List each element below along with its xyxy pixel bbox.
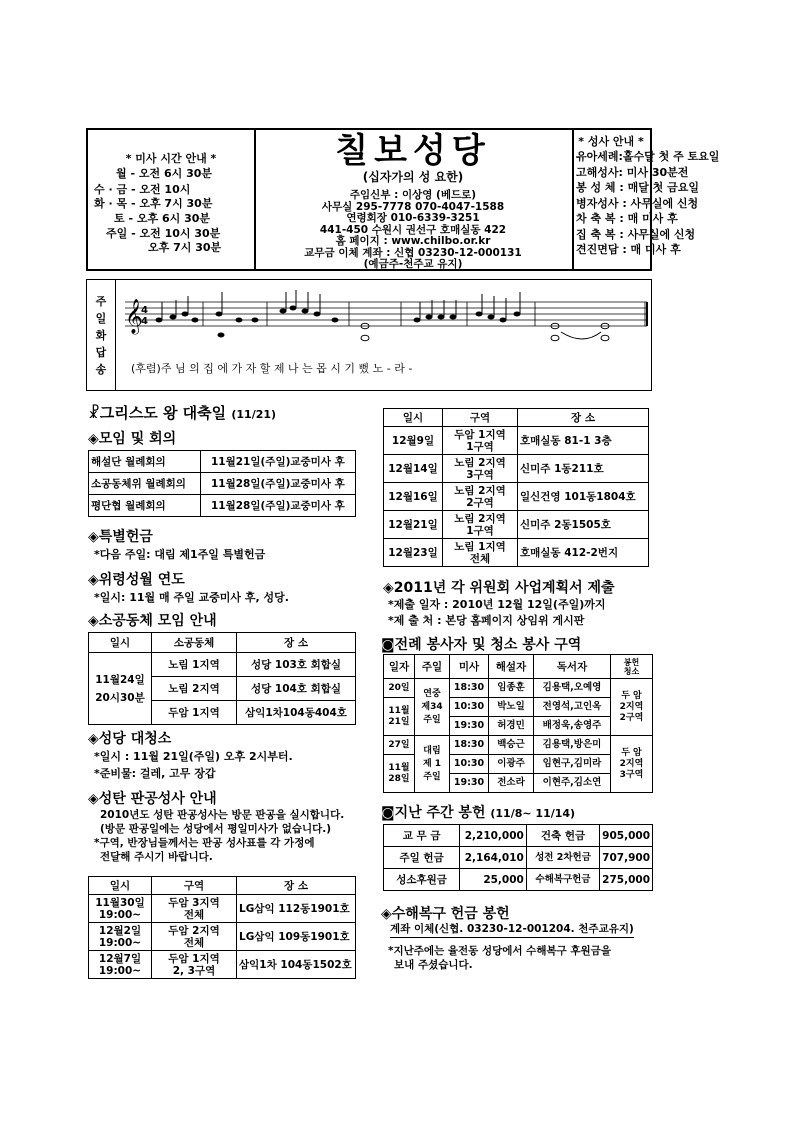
special-offering-title: ◈특별헌금 [88,529,153,545]
svg-text:4: 4 [141,316,148,327]
special-offering-note: *다음 주일: 대림 제1주일 특별헌금 [94,548,266,561]
mass-time: - 오전 10시 [130,183,191,196]
funeral-phone-line: 연령회장 010-6339-3251 [346,212,480,224]
sacrament-row: 집 축 복 : 사무실에 신청 [576,227,696,241]
table-row: 교 무 금 2,210,000 건축 헌금 905,000 [384,825,653,847]
committee-note: *제출 일자 : 2010년 12월 12일(주일)까지 [388,598,606,611]
visit-schedule-table [383,408,649,567]
mass-day: 토 [114,212,125,225]
table-row: 11월30일 19:00~ 두암 3지역 전체 LG삼익 112동1901호 [89,895,356,923]
meetings-table [88,450,356,517]
visit-confession-notes: 2010년도 성탄 판공성사는 방문 판공을 실시합니다. (방문 판공일에는 성당에서 평일미사가 없습니다.) *구역, 반장님들께서는 판공 성사표를 각 가정에 전달해 주시기 바랍니다. [94,809,345,863]
sacraments-title: * 성사 안내 * [578,135,644,148]
liturgy-table [383,654,653,793]
table-header-row: 일시 구역 장 소 [384,409,649,427]
pastor-line: 주임신부 : 이상영 (베드로) [349,189,477,201]
table-row: 20일 연중 제34 주일 18:30 임종훈 김용택,오예영 두 암 2지역 2구역 [384,679,653,698]
mass-day: 화 · 목 [94,197,128,210]
sacrament-row: 유아세례:홀수달 첫 주 토요일 [576,150,720,163]
table-row: 12월16일 노림 2지역 2구역 일신건영 101동1804호 [384,483,649,511]
table-row: 19:30 전소라 이현주,김소연 [384,774,653,793]
homepage-line: 홈 페이지 : www.chilbo.or.kr [335,235,491,247]
church-panel [254,130,574,269]
music-staff [117,280,651,360]
table-row: 해설단 월례회의 11월21일(주일)교중미사 후 [89,451,356,473]
bulletin-header [86,128,720,271]
mass-time: - 오전 10시 30분 [131,227,221,240]
table-row: 27일 대림 제 1 주일 18:30 백승근 김용택,방은미 두 암 2지역 3구역 [384,736,653,755]
table-row: 12월23일 노림 1지역 전체 호매실동 412-2번지 [384,539,649,567]
mass-times-panel [88,130,256,269]
feast-title: ☧그리스도 왕 대축일 (11/21) [88,404,277,422]
table-row: 소공동체위 월례회의 11월28일(주일)교중미사 후 [89,473,356,495]
meetings-title: ◈모임 및 회의 [88,431,177,447]
church-info [254,190,572,271]
address-line: 441-450 수원시 권선구 호매실동 422 [319,223,507,236]
cleaning-note: *준비물: 걸레, 고무 장갑 [94,767,216,780]
mass-times-title: * 미사 시간 안내 * [125,152,217,165]
offering-table [383,824,653,891]
account-line: 교무금 이체 계좌 : 신협 03230-12-000131 [304,246,522,259]
offering-period: (11/8~ 11/14) [490,807,576,820]
mass-day: 월 [116,167,127,180]
account-holder-line: (예금주-천주교 유지) [363,258,463,270]
visit-confession-title: ◈성탄 판공성사 안내 [88,791,217,807]
table-row: 12월21일 노림 2지역 1구역 신미주 2동1505호 [384,511,649,539]
office-phone-line: 사무실 295-7778 070-4047-1588 [321,200,505,213]
committee-note: *제 출 처 : 본당 홈페이지 상임위 게시판 [388,614,585,627]
rosary-title: ◈위령성월 연도 [88,572,185,588]
psalm-label: 주 일 화 답 송 [87,280,116,390]
table-row: 노림 2지역 성당 104호 회합실 [89,677,356,701]
flood-title: ◈수해복구 헌금 봉헌 [381,906,510,922]
table-row: 12월7일 19:00~ 두암 1지역 2, 3구역 삼익1차 104동1502호 [89,951,356,979]
feast-date: (11/21) [231,408,277,421]
table-row: 11월 28일 10:30 이광주 임현구,김미라 [384,755,653,774]
mass-day: 수 · 금 [94,183,128,196]
table-row: 19:30 허경민 배정욱,송영주 [384,717,653,736]
rosary-note: *일시: 11월 매 주일 교중미사 후, 성당. [94,591,289,604]
svg-text:𝄞: 𝄞 [125,299,143,334]
mass-time: - 오전 6시 30분 [130,167,213,180]
visit-confession-table [88,876,356,979]
committee-title: ◈2011년 각 위원회 사업계획서 제출 [383,580,615,596]
flood-account: 계좌 이체(신협. 03230-12-001204. 천주교유지) [390,922,634,938]
sacrament-row: 병자성사 : 사무실에 신청 [576,196,699,210]
mass-time: 오후 7시 30분 [148,241,222,254]
mass-time: - 오후 6시 30분 [128,212,211,225]
svg-text:4: 4 [141,305,148,316]
sacrament-row: 차 축 복 : 매 미사 후 [576,212,678,225]
sacrament-row: 봉 성 체 : 매달 첫 금요일 [576,181,700,194]
cleaning-title: ◈성당 대청소 [88,731,172,747]
flood-notes: *지난주에는 율전동 성당에서 수해복구 후원금을 보내 주셨습니다. [388,945,611,971]
table-row: 12월2일 19:00~ 두암 2지역 전체 LG삼익 109동1901호 [89,923,356,951]
table-row: 12월14일 노림 2지역 3구역 신미주 1동211호 [384,455,649,483]
table-row: 주일 헌금 2,164,010 성전 2차헌금 707,900 [384,847,653,869]
small-community-table [88,632,356,725]
table-row: 평단협 월례회의 11월28일(주일)교중미사 후 [89,495,356,517]
sacraments-panel [572,130,720,269]
table-header-row: 일시 구역 장 소 [89,877,356,895]
small-community-title: ◈소공동체 모임 안내 [88,613,217,629]
table-row: 11월24일 20시30분 노림 1지역 성당 103호 회합실 [89,653,356,677]
cleaning-note: *일시 : 11월 21일(주일) 오후 2시부터. [94,750,293,763]
psalm-lyrics: (후렴)주 님 의 집 에 가 자 할 제 나 는 몹 시 기 뻤 노 - 라 - [131,362,413,375]
sacrament-row: 고해성사: 미사 30분전 [576,165,689,179]
mass-day: 주일 [106,227,128,240]
church-subtitle: (십자가의 성 요한) [362,170,464,184]
table-header-row: 일자 주일 미사 해설자 독서자 봉헌 청소 [384,655,653,679]
sacrament-row: 견진면담 : 매 미사 후 [576,243,681,256]
table-row: 11월 21일 10:30 박노일 전영석,고인옥 [384,698,653,717]
table-row: 두암 1지역 삼익1차104동404호 [89,701,356,725]
responsorial-psalm-box [86,279,652,391]
mass-time: - 오후 7시 30분 [130,197,213,210]
church-name: 칠보성당 [335,131,491,171]
liturgy-title: ◙전례 봉사자 및 청소 봉사 구역 [381,637,582,653]
table-header-row: 일시 소공동체 장 소 [89,633,356,653]
table-row: 12월9일 두암 1지역 1구역 호매실동 81-1 3층 [384,427,649,455]
offering-title: ◙지난 주간 봉헌 (11/8~ 11/14) [381,805,576,821]
table-row: 성소후원금 25,000 수해복구헌금 275,000 [384,869,653,891]
